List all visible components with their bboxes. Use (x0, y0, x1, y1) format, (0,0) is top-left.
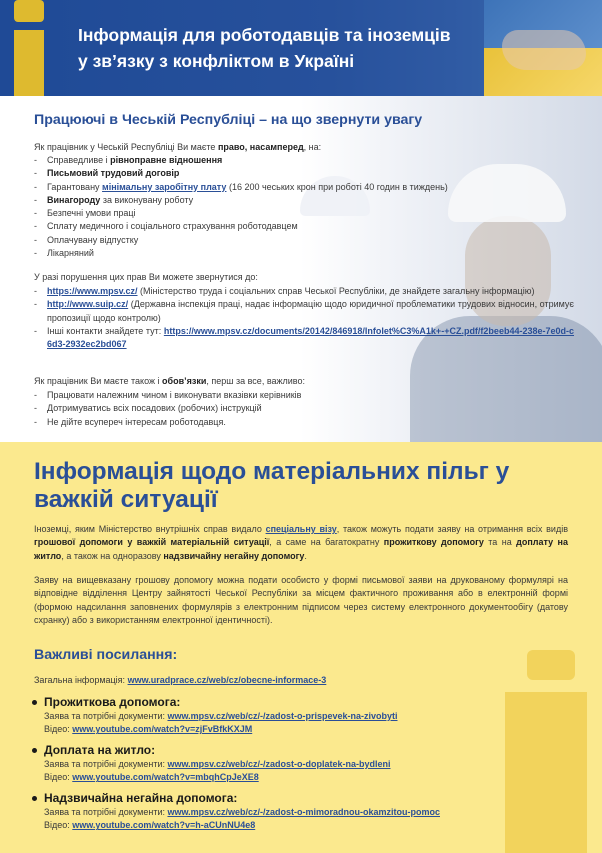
docs-link[interactable]: www.mpsv.cz/web/cz/-/zadost-o-prispevek-na-zivobyti (167, 711, 398, 721)
list-item: - Сплату медичного і соціального страхування роботодавцем (34, 220, 448, 233)
ukraine-flag-handshake-image (484, 0, 602, 96)
contacts-list (34, 285, 574, 351)
docs-link[interactable]: www.mpsv.cz/web/cz/-/zadost-o-doplatek-na-bydleni (167, 759, 391, 769)
benefits-heading: Інформація щодо матеріальних пільг у важкій ситуації (34, 458, 510, 513)
page-title (78, 22, 488, 74)
rights-list (34, 154, 448, 260)
section-title: Доплата на житло: (34, 743, 564, 758)
duties-list (34, 389, 301, 429)
list-item: - Інші контакти знайдете тут: https://www.mpsv.cz/documents/20142/846918/Infolet%C3%A1k+-+CZ.pdf/f2beeb44-238e-7e0d-c6d3-2932ec2bd067 (34, 325, 574, 352)
list-item: - Гарантовану мінімальну заробітну плату (16 200 чеських крон при роботі 40 годин в тиждень) (34, 181, 448, 194)
video-link[interactable]: www.youtube.com/watch?v=h-aCUnNU4e8 (72, 820, 256, 831)
list-item: - Лікарняний (34, 247, 448, 260)
header-banner (0, 0, 602, 96)
benefits-paragraph-1: Іноземці, яким Міністерство внутрішніх справ видало спеціальну візу, також можуть подати заяву на отримання всіх видів грошової допомоги у важкій матеріальній ситуації, а саме на багатократну прожиткову допомогу та на доплату на житло, а також на одноразову надзвичайну негайну допомогу. (34, 524, 568, 561)
list-item: - Винагороду за виконувану роботу (34, 194, 448, 207)
section-title: Надзвичайна негайна допомога: (34, 791, 564, 806)
list-item: - Письмовий трудовий договір (34, 167, 448, 180)
list-item: - Безпечні умови праці (34, 207, 448, 220)
list-item: - Оплачувану відпустку (34, 234, 448, 247)
list-item: - Дотримуватись всіх посадових (робочих) інструкцій (34, 402, 301, 415)
suip-link[interactable]: http://www.suip.cz/ (47, 299, 129, 310)
special-visa-link[interactable]: спеціальну візу (265, 524, 337, 534)
list-item: - http://www.suip.cz/ (Державна інспекція праці, надає інформацію щодо юридичної проблематики трудових відносин, отримує пропозиції щодо контролю) (34, 298, 574, 325)
links-heading: Важливі посилання: (34, 647, 178, 663)
infoleaflet-link[interactable]: https://www.mpsv.cz/documents/20142/846918/Infolet%C3%A1k+-+CZ.pdf/f2beeb44-238e-7e0d-c6d3-2932ec2bd067 (47, 325, 574, 350)
video-link[interactable]: www.youtube.com/watch?v=zjFvBfkKXJM (72, 724, 253, 735)
list-item: - Не дійте всупереч інтересам роботодавця. (34, 416, 301, 429)
list-item: - Працювати належним чином і виконувати вказівки керівників (34, 389, 301, 402)
rights-heading: Працюючі в Чеській Республіці – на що звернути увагу (34, 112, 423, 128)
subsistence-section: Прожиткова допомога: Заява та потрібні документи: www.mpsv.cz/web/cz/-/zadost-o-prispevek-na-zivobyti Відео: www.youtube.com/watch?v=zjFvBfkKXJM (34, 695, 564, 737)
mpsv-link[interactable]: https://www.mpsv.cz/ (47, 286, 138, 296)
emergency-section: Надзвичайна негайна допомога: Заява та потрібні документи: www.mpsv.cz/web/cz/-/zadost-o-mimoradnou-okamzitou-pomoc Відео: www.youtube.com/watch?v=h-aCUnNU4e8 (34, 791, 564, 833)
general-info: Загальна інформація: www.uradprace.cz/web/cz/obecne-informace-3 (34, 675, 327, 685)
title-line-1: Інформація для роботодавців та іноземців (78, 25, 451, 45)
duties-intro: Як працівник Ви маєте також і обов’язки, перш за все, важливо: (34, 376, 305, 386)
video-link[interactable]: www.youtube.com/watch?v=mbqhCpJeXE8 (72, 772, 259, 783)
list-item: - Справедливе і рівноправне відношення (34, 154, 448, 167)
violation-intro: У разі порушення цих прав Ви можете звернутися до: (34, 272, 258, 282)
min-wage-link[interactable]: мінімальну заробітну плату (102, 181, 227, 192)
title-line-2: у зв’язку з конфліктом в Україні (78, 51, 355, 71)
rights-section (0, 96, 602, 442)
list-item: - https://www.mpsv.cz/ (Міністерство труда і соціальних справ Чеської Республіки, де знайдете загальну інформацію) (34, 285, 574, 298)
section-title: Прожиткова допомога: (34, 695, 564, 710)
general-info-link[interactable]: www.uradprace.cz/web/cz/obecne-informace-3 (127, 675, 327, 685)
benefits-section (0, 442, 602, 853)
docs-link[interactable]: www.mpsv.cz/web/cz/-/zadost-o-mimoradnou-okamzitou-pomoc (167, 807, 440, 817)
info-i-icon (8, 0, 52, 96)
housing-section: Доплата на житло: Заява та потрібні документи: www.mpsv.cz/web/cz/-/zadost-o-doplatek-na-bydleni Відео: www.youtube.com/watch?v=mbqhCpJeXE8 (34, 743, 564, 785)
benefits-paragraph-2: Заяву на вищевказану грошову допомогу можна подати особисто у формі письмової заяви на друкованому формулярі на відповідне відділення Центру зайнятості Чеської Республіки за місцем фактичного проживання або в електронній формі (формою надсилання заповнених формулярів з електронним підписом через систему електронного документообігу (датову схранку) або з використанням електронної ідентичності). (34, 575, 568, 625)
rights-intro: Як працівник у Чеській Республіці Ви маєте право, насамперед, на: (34, 142, 322, 152)
